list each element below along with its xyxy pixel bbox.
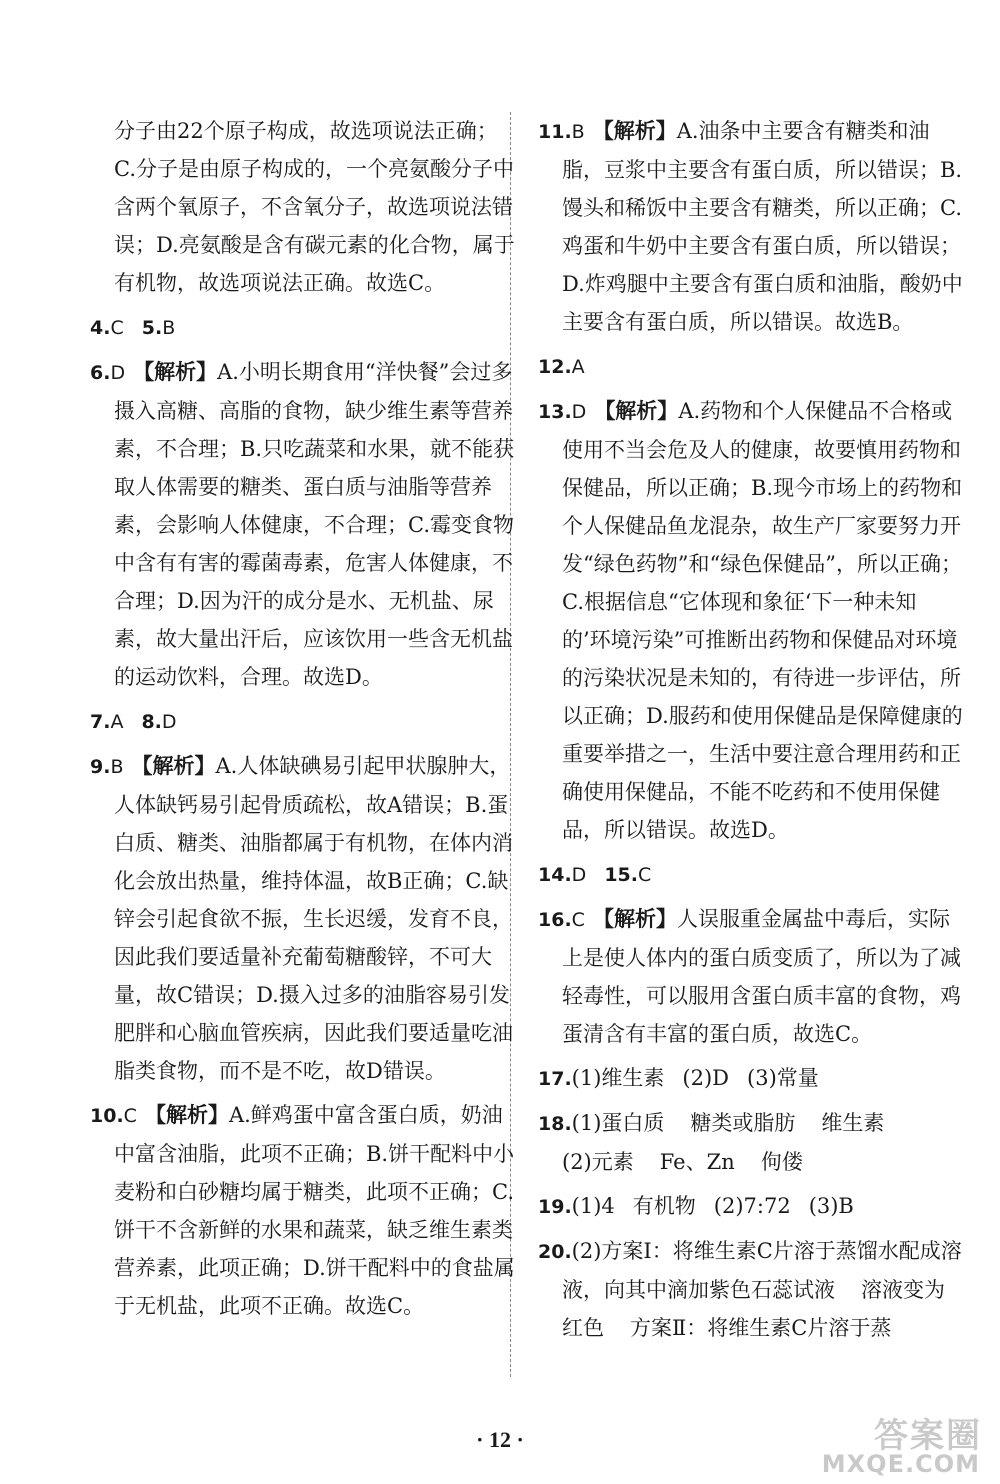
item-10-number: 10. xyxy=(90,1105,124,1127)
item-19-part-3: (2)7:72 xyxy=(713,1194,791,1218)
item-9 xyxy=(90,747,515,1090)
item-4-answer: C xyxy=(110,317,124,339)
item-9-number: 9. xyxy=(90,756,111,778)
item-18-number: 18. xyxy=(538,1113,572,1135)
item-20-number: 20. xyxy=(538,1241,572,1263)
item-9-analysis-tag: 【解析】 xyxy=(131,753,216,778)
item-8-number: 8. xyxy=(141,711,162,733)
item-16-answer: C xyxy=(571,909,585,931)
item-17-part-1: (1)维生素 xyxy=(571,1066,665,1090)
item-10-text: A.鲜鸡蛋中富含蛋白质，奶油中富含油脂，此项不正确；B.饼干配料中小麦粉和白砂糖均属于糖类，此项不正确；C.饼干不含新鲜的水果和蔬菜，缺乏维生素类营养素，此项正确；D.饼干配料中的食盐属于无机盐，此项不正确。故选C。 xyxy=(114,1103,515,1318)
item-13 xyxy=(538,392,963,849)
item-18 xyxy=(538,1104,963,1181)
item-17 xyxy=(538,1059,963,1098)
item-12 xyxy=(538,347,963,386)
item-5-answer: B xyxy=(162,317,176,339)
item-10-answer: C xyxy=(123,1105,137,1127)
item-20-line-1: (2)方案Ⅰ：将维生素C片溶于蒸馏水配成溶液，向其中滴加紫色石蕊试液 xyxy=(562,1239,962,1302)
item-19 xyxy=(538,1187,963,1226)
item-7-number: 7. xyxy=(90,711,111,733)
item-5-number: 5. xyxy=(141,317,163,339)
item-11-text: A.油条中主要含有糖类和油脂，豆浆中主要含有蛋白质，所以错误；B.馒头和稀饭中主要含有糖类，所以正确；C.鸡蛋和牛奶中主要含有蛋白质，所以错误；D.炸鸡腿中主要含有蛋白质和油脂，酸奶中主要含有蛋白质，所以错误。故选B。 xyxy=(562,119,963,334)
item-14-answer: D xyxy=(571,864,587,886)
item-12-answer: A xyxy=(571,356,585,378)
item-15-number: 15. xyxy=(604,864,638,886)
answers-7-8 xyxy=(90,702,515,741)
item-7-answer: A xyxy=(110,711,124,733)
item-17-number: 17. xyxy=(538,1068,572,1090)
page-number: · 12 · xyxy=(476,1427,524,1452)
item-4-number: 4. xyxy=(90,317,111,339)
item-19-part-1: (1)4 xyxy=(571,1194,615,1218)
item-16-text: 人误服重金属盐中毒后，实际上是使人体内的蛋白质变质了，所以为了减轻毒性，可以服用含蛋白质丰富的食物，鸡蛋清含有丰富的蛋白质，故选C。 xyxy=(562,907,961,1046)
right-column xyxy=(538,112,963,1353)
item-3-continuation: 分子由22个原子构成，故选项说法正确；C.分子是由原子构成的，一个亮氨酸分子中含两个氧原子，不含氧分子，故选项说法错误；D.亮氨酸是含有碳元素的化合物，属于有机物，故选项说法正确。故选C。 xyxy=(114,119,515,295)
item-11-analysis-tag: 【解析】 xyxy=(592,118,677,143)
answers-4-5 xyxy=(90,308,515,347)
item-6-analysis-tag: 【解析】 xyxy=(133,359,218,384)
item-10 xyxy=(90,1096,515,1325)
item-13-analysis-tag: 【解析】 xyxy=(594,398,679,423)
item-20-line-2: 方案Ⅱ：将维生素C片溶于蒸 xyxy=(630,1316,892,1340)
item-6 xyxy=(90,353,515,696)
item-17-part-2: (2)D xyxy=(682,1066,730,1090)
item-19-number: 19. xyxy=(538,1196,572,1218)
item-15-answer: C xyxy=(637,864,652,886)
item-6-answer: D xyxy=(110,362,126,384)
item-18-l2a: (2)元素 xyxy=(562,1150,634,1174)
item-9-answer: B xyxy=(110,756,124,778)
item-12-number: 12. xyxy=(538,356,572,378)
item-16-number: 16. xyxy=(538,909,572,931)
item-16 xyxy=(538,900,963,1053)
answers-14-15 xyxy=(538,855,963,894)
item-14-number: 14. xyxy=(538,864,572,886)
item-19-part-4: (3)B xyxy=(808,1194,854,1218)
item-13-answer: D xyxy=(571,401,587,423)
item-18-l1b: 糖类或脂肪 xyxy=(690,1111,796,1135)
item-10-analysis-tag: 【解析】 xyxy=(144,1102,229,1127)
item-13-number: 13. xyxy=(538,401,572,423)
watermark-main-text: 答案圈 xyxy=(874,1416,982,1456)
item-13-text: A.药物和个人保健品不合格或使用不当会危及人的健康，故要慎用药物和保健品，所以正确；B.现今市场上的药物和个人保健品鱼龙混杂，故生产厂家要努力开发“绿色药物”和“绿色保健品”，所以正确；C.根据信息“它体现和象征‘下一种未知的’环境污染”可推断出药物和保健品对环境的污染状况是未知的，有待进一步评估，所以正确；D.服药和使用保健品是保障健康的重要举措之一，生活中要注意合理用药和正确使用保健品，不能不吃药和不使用保健品，所以错误。故选D。 xyxy=(562,399,963,842)
item-18-l2b: Fe、Zn xyxy=(659,1150,735,1174)
item-18-l1a: (1)蛋白质 xyxy=(571,1111,665,1135)
item-11-number: 11. xyxy=(538,121,572,143)
item-6-number: 6. xyxy=(90,362,111,384)
item-20-line-1b: 溶液变为红色 xyxy=(562,1278,945,1340)
item-8-answer: D xyxy=(161,711,177,733)
watermark-url-text: MXQE.COM xyxy=(821,1450,980,1478)
item-6-text: A.小明长期食用“洋快餐”会过多摄入高糖、高脂的食物，缺少维生素等营养素，不合理；B.只吃蔬菜和水果，就不能获取人体需要的糖类、蛋白质与油脂等营养素，会影响人体健康，不合理；C.霉变食物中含有有害的霉菌毒素，危害人体健康，不合理；D.因为汗的成分是水、无机盐、尿素，故大量出汗后，应该饮用一些含无机盐的运动饮料，合理。故选D。 xyxy=(114,360,515,689)
item-16-analysis-tag: 【解析】 xyxy=(592,906,677,931)
left-column xyxy=(90,112,515,1331)
watermark-logo xyxy=(821,1408,982,1478)
item-11 xyxy=(538,112,963,341)
item-19-part-2: 有机物 xyxy=(632,1194,696,1218)
item-18-l1c: 维生素 xyxy=(821,1111,885,1135)
item-18-l2c: 佝偻 xyxy=(760,1150,803,1174)
item-17-part-3: (3)常量 xyxy=(747,1066,819,1090)
item-9-text: A.人体缺碘易引起甲状腺肿大，人体缺钙易引起骨质疏松，故A错误；B.蛋白质、糖类、油脂都属于有机物，在体内消化会放出热量，维持体温，故B正确；C.缺锌会引起食欲不振，生长迟缓，发育不良，因此我们要适量补充葡萄糖酸锌，不可大量，故C错误；D.摄入过多的油脂容易引发肥胖和心脑血管疾病，因此我们要适量吃油脂类食物，而不是不吃，故D错误。 xyxy=(114,754,513,1083)
item-20 xyxy=(538,1232,963,1347)
item-11-answer: B xyxy=(571,121,585,143)
